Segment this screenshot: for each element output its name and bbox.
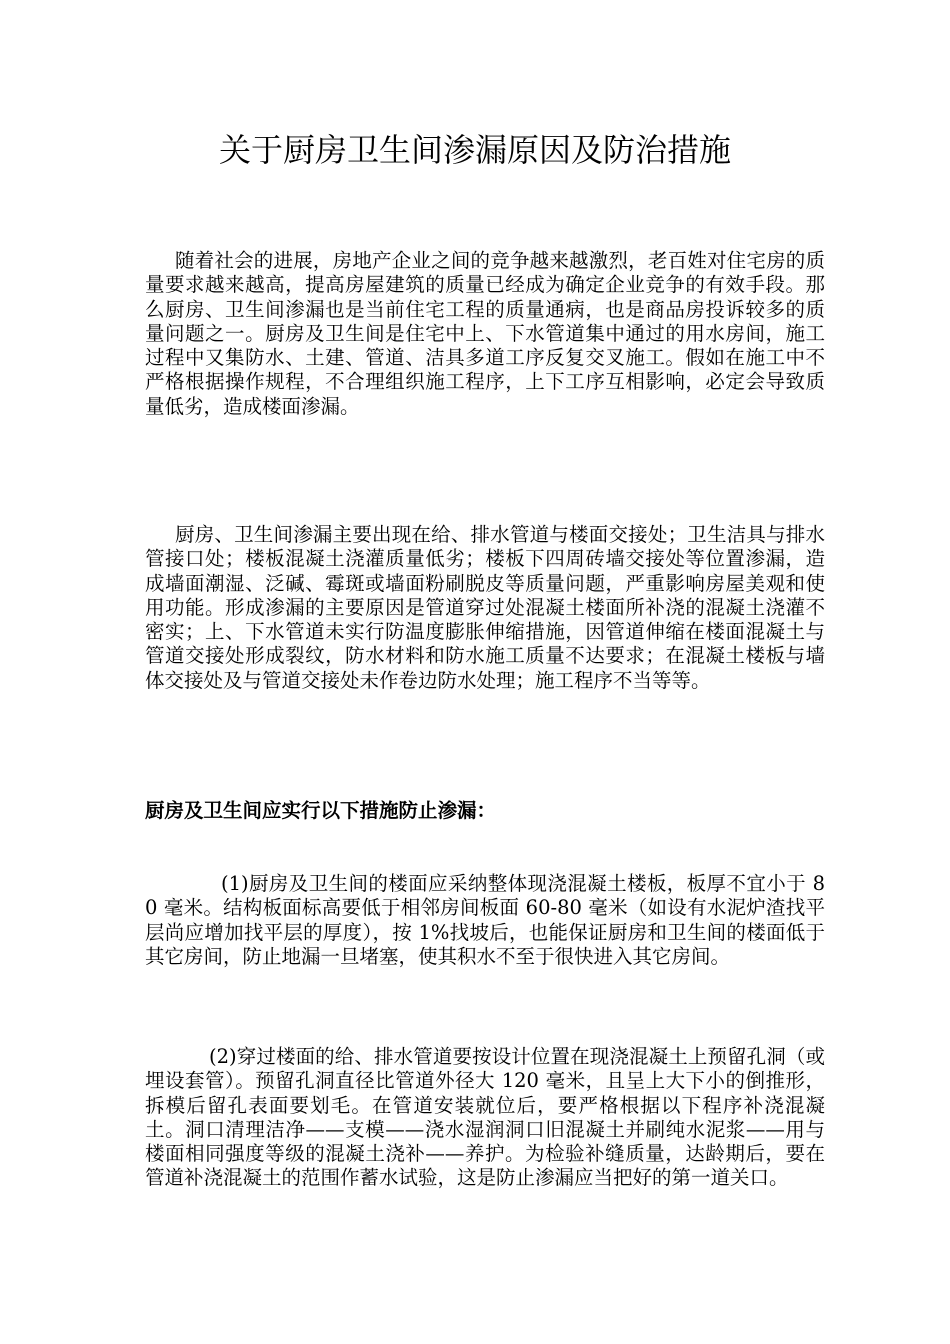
measure-item-2: (2)穿过楼面的给、排水管道要按设计位置在现浇混凝土上预留孔洞（或埋设套管）。预留孔洞直径比管道外径大 120 毫米，且呈上大下小的倒推形，拆模后留孔表面要划毛。在管道安装就位后，要严格根据以下程序补浇混凝土。洞口清理洁净——支模——浇水湿润洞口旧混凝土并刷纯水泥浆——用与楼面相同强度等级的混凝土浇补——养护。为检验补缝质量，达龄期后，要在管道补浇混凝土的范围作蓄水试验，这是防止渗漏应当把好的第一道关口。 (145, 1045, 825, 1190)
causes-paragraph: 厨房、卫生间渗漏主要出现在给、排水管道与楼面交接处；卫生洁具与排水管接口处；楼板混凝土浇灌质量低劣；楼板下四周砖墙交接处等位置渗漏，造成墙面潮湿、泛碱、霉斑或墙面粉刷脱皮等质量问题，严重影响房屋美观和使用功能。形成渗漏的主要原因是管道穿过处混凝土楼面所补浇的混凝土浇灌不密实；上、下水管道未实行防温度膨胀伸缩措施，因管道伸缩在楼面混凝土与管道交接处形成裂纹，防水材料和防水施工质量不达要求；在混凝土楼板与墙体交接处及与管道交接处未作卷边防水处理；施工程序不当等等。 (145, 523, 825, 692)
document-title: 关于厨房卫生间渗漏原因及防治措施 (218, 131, 731, 169)
section-heading: 厨房及卫生间应实行以下措施防止渗漏： (145, 799, 497, 822)
measure-item-1: (1)厨房及卫生间的楼面应采纳整体现浇混凝土楼板，板厚不宜小于 80 毫米。结构板面标高要低于相邻房间板面 60-80 毫米（如设有水泥炉渣找平层尚应增加找平层的厚度），按 1%找坡后，也能保证厨房和卫生间的楼面低于其它房间，防止地漏一旦堵塞，使其积水不至于很快进入其它房间。 (145, 872, 825, 968)
intro-paragraph: 随着社会的进展，房地产企业之间的竞争越来越激烈，老百姓对住宅房的质量要求越来越高，提高房屋建筑的质量已经成为确定企业竞争的有效手段。那么厨房、卫生间渗漏也是当前住宅工程的质量通病，也是商品房投诉较多的质量问题之一。厨房及卫生间是住宅中上、下水管道集中通过的用水房间，施工过程中又集防水、土建、管道、洁具多道工序反复交叉施工。假如在施工中不严格根据操作规程，不合理组织施工程序，上下工序互相影响，必定会导致质量低劣，造成楼面渗漏。 (145, 249, 825, 418)
